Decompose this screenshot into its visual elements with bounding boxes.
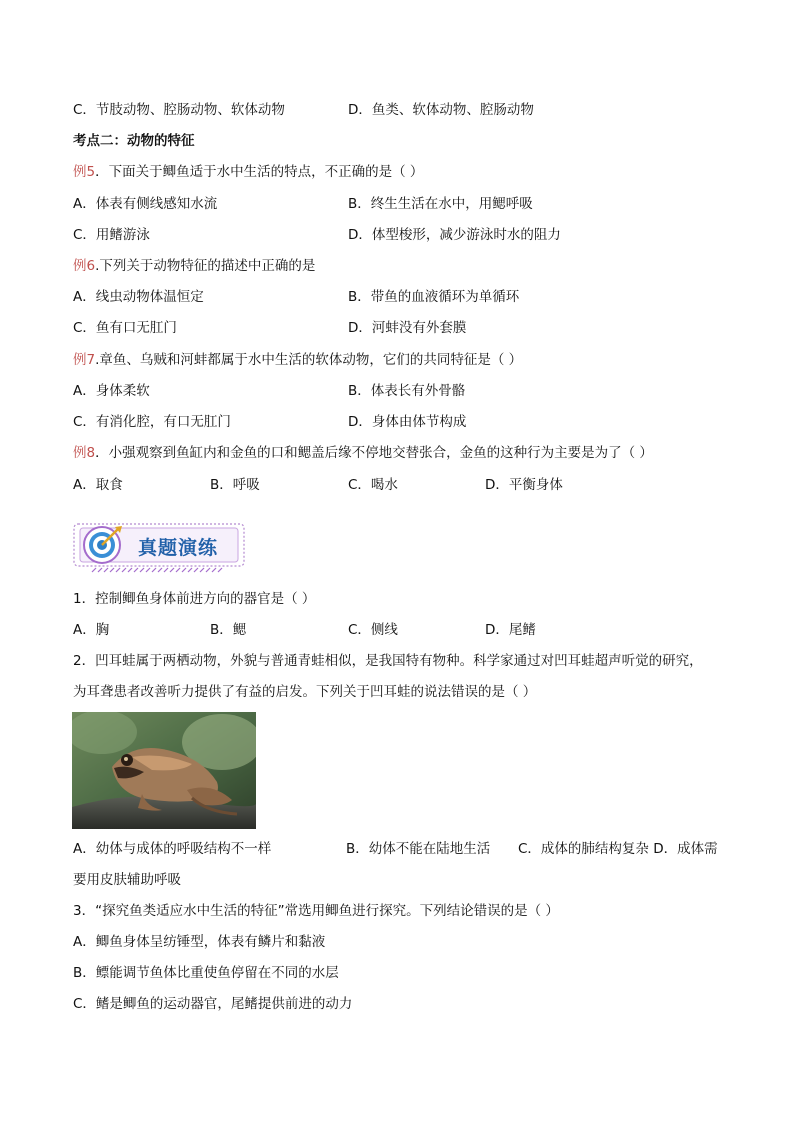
ex8-option-c: C．喝水 bbox=[348, 477, 398, 493]
q3-option-a: A．鲫鱼身体呈纺锤型，体表有鳞片和黏液 bbox=[73, 934, 326, 950]
ex5-option-d: D．体型梭形，减少游泳时水的阻力 bbox=[348, 227, 561, 243]
example-label: 例6 bbox=[73, 258, 96, 274]
q1-option-c: C．侧线 bbox=[348, 622, 398, 638]
ex7-option-a: A．身体柔软 bbox=[73, 383, 150, 399]
question-2-stem-line2: 为耳聋患者改善听力提供了有益的启发。下列关于凹耳蛙的说法错误的是（ ） bbox=[73, 684, 537, 700]
ex6-option-b: B．带鱼的血液循环为单循环 bbox=[348, 289, 520, 305]
ex6-option-d: D．河蚌没有外套膜 bbox=[348, 320, 467, 336]
question-2-stem-line1: 2．凹耳蛙属于两栖动物，外貌与普通青蛙相似，是我国特有物种。科学家通过对凹耳蛙超声听觉的研究， bbox=[73, 653, 703, 669]
q1-option-d: D．尾鳍 bbox=[485, 622, 536, 638]
q2-option-c: C．成体的肺结构复杂 D．成体需 bbox=[518, 841, 718, 857]
ex5-option-a: A．体表有侧线感知水流 bbox=[73, 196, 218, 212]
q3-option-c: C．鳍是鲫鱼的运动器官，尾鳍提供前进的动力 bbox=[73, 996, 353, 1012]
target-icon bbox=[82, 523, 126, 567]
frog-photo bbox=[72, 712, 256, 829]
option-c-prev: C．节肢动物、腔肠动物、软体动物 bbox=[73, 102, 285, 118]
ex8-option-b: B．呼吸 bbox=[210, 477, 260, 493]
example-label: 例7 bbox=[73, 352, 96, 368]
question-1-stem: 1．控制鲫鱼身体前进方向的器官是（ ） bbox=[73, 591, 316, 607]
example-7-stem: 例7.章鱼、乌贼和河蚌都属于水中生活的软体动物，它们的共同特征是（ ） bbox=[73, 352, 523, 368]
example-label: 例8 bbox=[73, 445, 96, 461]
ex7-option-b: B．体表长有外骨骼 bbox=[348, 383, 466, 399]
banner-title: 真题演练 bbox=[138, 537, 219, 559]
q1-option-b: B．鳃 bbox=[210, 622, 247, 638]
ex8-option-d: D．平衡身体 bbox=[485, 477, 563, 493]
ex6-option-a: A．线虫动物体温恒定 bbox=[73, 289, 204, 305]
q3-option-b: B．鳔能调节鱼体比重使鱼停留在不同的水层 bbox=[73, 965, 339, 981]
example-8-stem: 例8．小强观察到鱼缸内和金鱼的口和鳃盖后缘不停地交替张合，金鱼的这种行为主要是为了（ ） bbox=[73, 445, 653, 461]
section-title: 考点二：动物的特征 bbox=[73, 133, 195, 149]
example-5-stem: 例5．下面关于鲫鱼适于水中生活的特点，不正确的是（ ） bbox=[73, 164, 424, 180]
ex5-option-c: C．用鳍游泳 bbox=[73, 227, 150, 243]
example-label: 例5 bbox=[73, 164, 96, 180]
q2-option-d-cont: 要用皮肤辅助呼吸 bbox=[73, 872, 181, 888]
section-banner bbox=[72, 520, 248, 576]
q2-option-a: A．幼体与成体的呼吸结构不一样 bbox=[73, 841, 272, 857]
q2-option-b: B．幼体不能在陆地生活 bbox=[346, 841, 491, 857]
ex8-option-a: A．取食 bbox=[73, 477, 123, 493]
q1-option-a: A．胸 bbox=[73, 622, 110, 638]
example-6-stem: 例6.下列关于动物特征的描述中正确的是 bbox=[73, 258, 316, 274]
ex6-option-c: C．鱼有口无肛门 bbox=[73, 320, 177, 336]
ex7-option-d: D．身体由体节构成 bbox=[348, 414, 467, 430]
question-3-stem: 3．“探究鱼类适应水中生活的特征”常选用鲫鱼进行探究。下列结论错误的是（ ） bbox=[73, 903, 559, 919]
ex7-option-c: C．有消化腔，有口无肛门 bbox=[73, 414, 231, 430]
option-d-prev: D．鱼类、软体动物、腔肠动物 bbox=[348, 102, 534, 118]
ex5-option-b: B．终生生活在水中，用鳃呼吸 bbox=[348, 196, 533, 212]
